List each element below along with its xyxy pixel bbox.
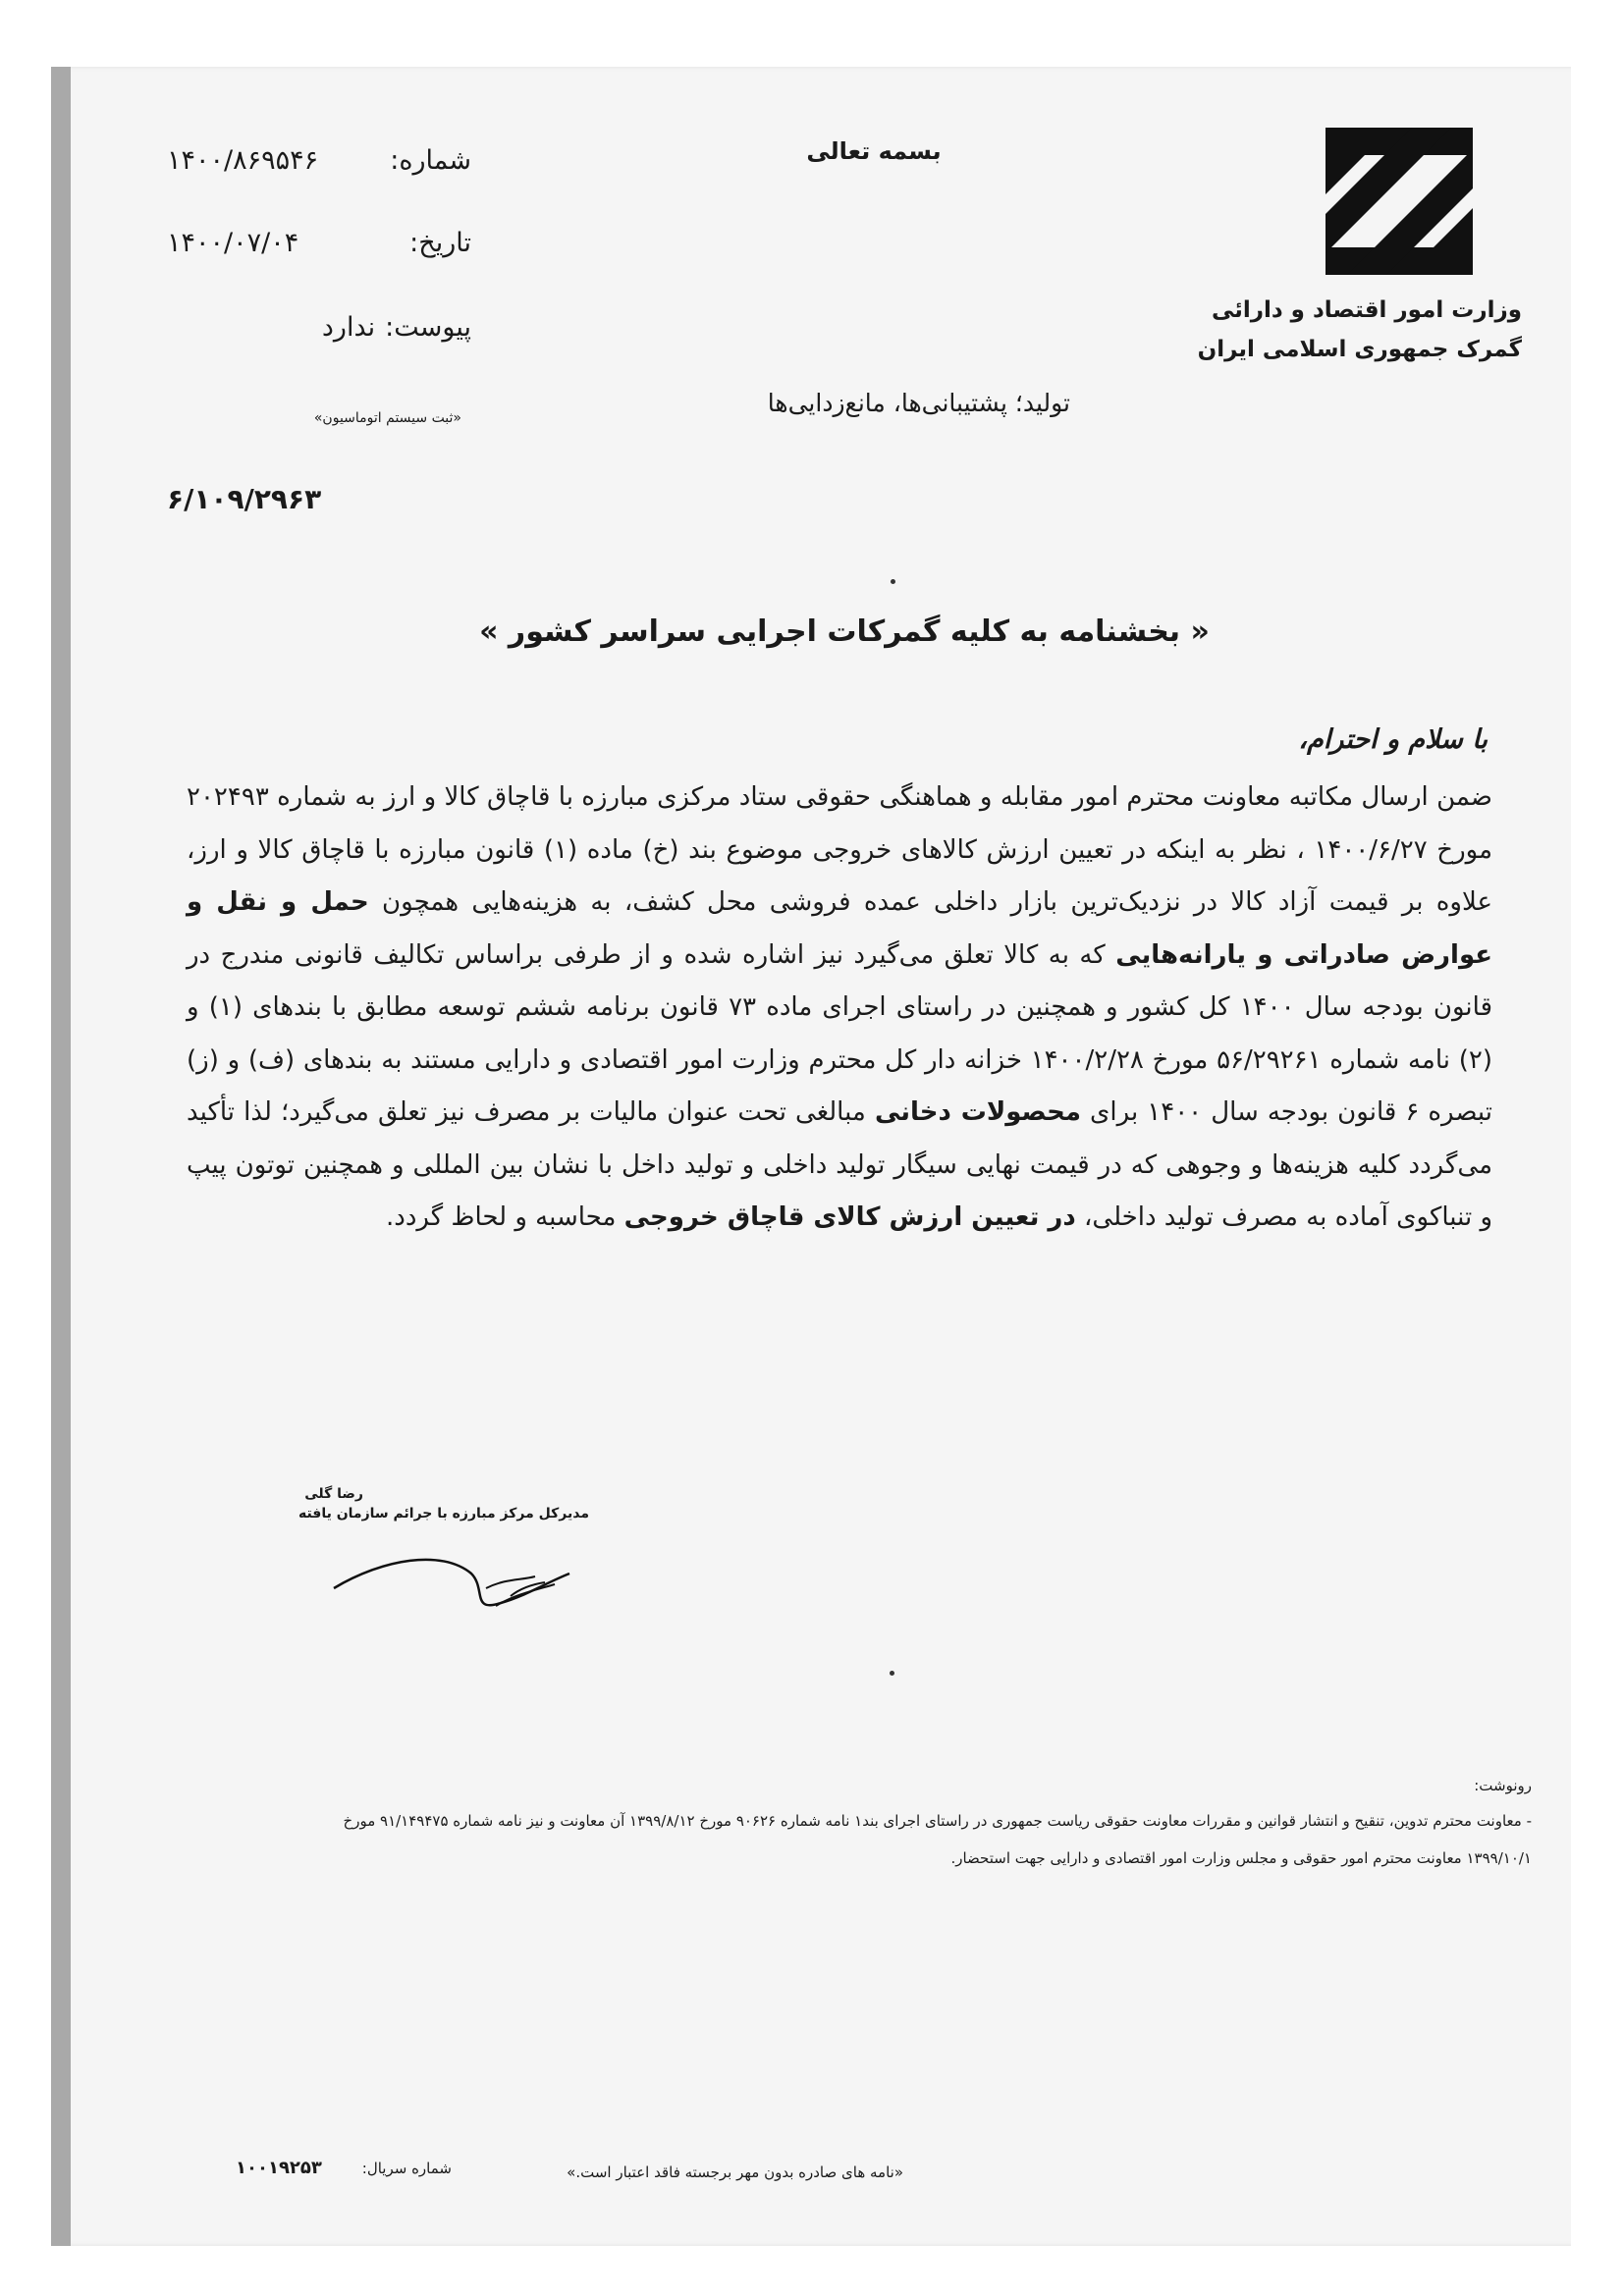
cc-line-1: - معاونت محترم تدوین، تنقیح و انتشار قوانین و مقررات معاونت حقوقی ریاست جمهوری در راستای اجرای بند۱ نامه شماره ۹۰۶۲۶ مورخ ۱۳۹۹/۸/۱۲ آن معاونت و نیز نامه شماره ۹۱/۱۴۹۴۷۵ مورخ [343,1812,1532,1830]
handwritten-signature [324,1520,579,1628]
salutation: با سلام و احترام، [1298,724,1488,755]
signatory-name: رضا گلی [304,1486,363,1502]
body-paragraph-part-4: محاسبه و لحاظ گردد. [386,1202,617,1232]
customs-name: گمرک جمهوری اسلامی ایران [1197,337,1522,362]
signatory-block [265,1484,589,1523]
signatory-title: مدیرکل مرکز مبارزه با جرائم سازمان یافته [298,1506,589,1522]
serial-number-label: شماره سریال: [361,2160,452,2177]
body-emphasis-valuation: در تعیین ارزش کالای قاچاق خروجی [623,1202,1076,1232]
letter-body [187,772,1492,1245]
letter-date-row [167,228,471,258]
serial-number-value: ۱۰۰۱۹۲۵۳ [236,2158,322,2178]
scan-margin-left [0,0,51,2296]
letter-date-label: تاریخ: [409,228,471,258]
letter-date-value: ۱۴۰۰/۰۷/۰۴ [167,228,299,258]
body-emphasis-tobacco: محصولات دخانی [874,1097,1081,1127]
attachment-value: ندارد [321,312,376,343]
attachment-label: پیوست: [385,312,471,343]
ministry-name: وزارت امور اقتصاد و دارائی [1211,297,1522,323]
letter-number-row [167,145,471,176]
attachment-row [167,312,471,343]
body-paragraph-part-3: مبالغی تحت عنوان مالیات بر مصرف نیز تعلق می‌گیرد؛ لذا تأکید می‌گردد کلیه هزینه‌ها و وجوهی که در قیمت نهایی سیگار تولید داخلی و تولید داخل با نشان بین المللی و همچنین توتون پیپ و تنباکوی آماده به مصرف تولید داخلی، [187,1097,1492,1232]
scan-margin-top [0,0,1623,67]
reference-code: ۶/۱۰۹/۲۹۶۳ [167,483,322,515]
cc-title: رونوشت: [1474,1777,1532,1794]
body-emphasis-transport: حمل و نقل و عوارض صادراتی و یارانه‌هایی [187,887,1493,970]
body-paragraph-part-1: ضمن ارسال مکاتبه معاونت محترم امور مقابله و هماهنگی حقوقی ستاد مرکزی مبارزه با قاچاق کالا و ارز به شماره ۲۰۲۴۹۳ مورخ ۱۴۰۰/۶/۲۷ ، نظر به اینکه در تعیین ارزش کالاهای خروجی موضوع بند (خ) ماده (۱) قانون مبارزه با قاچاق کالا و ارز، علاوه بر قیمت آزاد کالا در نزدیک‌ترین بازار داخلی عمده فروشی محل کشف، به هزینه‌هایی همچون [187,782,1492,917]
letter-number-label: شماره: [390,145,471,176]
circular-title: « بخشنامه به کلیه گمرکات اجرایی سراسر کشور » [479,614,1210,649]
letter-number-value: ۱۴۰۰/۸۶۹۵۴۶ [167,145,319,176]
bismillah: بسمه تعالی [806,137,942,165]
paper-speck [891,579,895,584]
scan-binding-shadow [51,67,71,2246]
automation-note: «ثبت سیستم اتوماسیون» [313,410,461,426]
footer-validity-note: «نامه های صادره بدون مهر برجسته فاقد اعتبار است.» [567,2163,903,2181]
customs-emblem-icon [1325,128,1473,275]
issuer-block [1197,291,1522,369]
subject-line: تولید؛ پشتیبانی‌ها، مانع‌زدایی‌ها [767,389,1070,417]
paper-speck [890,1671,894,1676]
body-paragraph-part-2: که به کالا تعلق می‌گیرد نیز اشاره شده و از طرفی براساس تکالیف قانونی مندرج در قانون بودجه سال ۱۴۰۰ کل کشور و همچنین در راستای اجرای ماده ۷۳ قانون برنامه ششم توسعه مطابق با بندهای (۱) و (۲) نامه شماره ۵۶/۲۹۲۶۱ مورخ ۱۴۰۰/۲/۲۸ خزانه دار کل محترم وزارت امور اقتصادی و دارایی مستند به بندهای (ف) و (ز) تبصره ۶ قانون بودجه سال ۱۴۰۰ برای [187,939,1493,1127]
cc-line-2: ۱۳۹۹/۱۰/۱ معاونت محترم امور حقوقی و مجلس وزارت امور اقتصادی و دارایی جهت استحضار. [950,1849,1532,1867]
